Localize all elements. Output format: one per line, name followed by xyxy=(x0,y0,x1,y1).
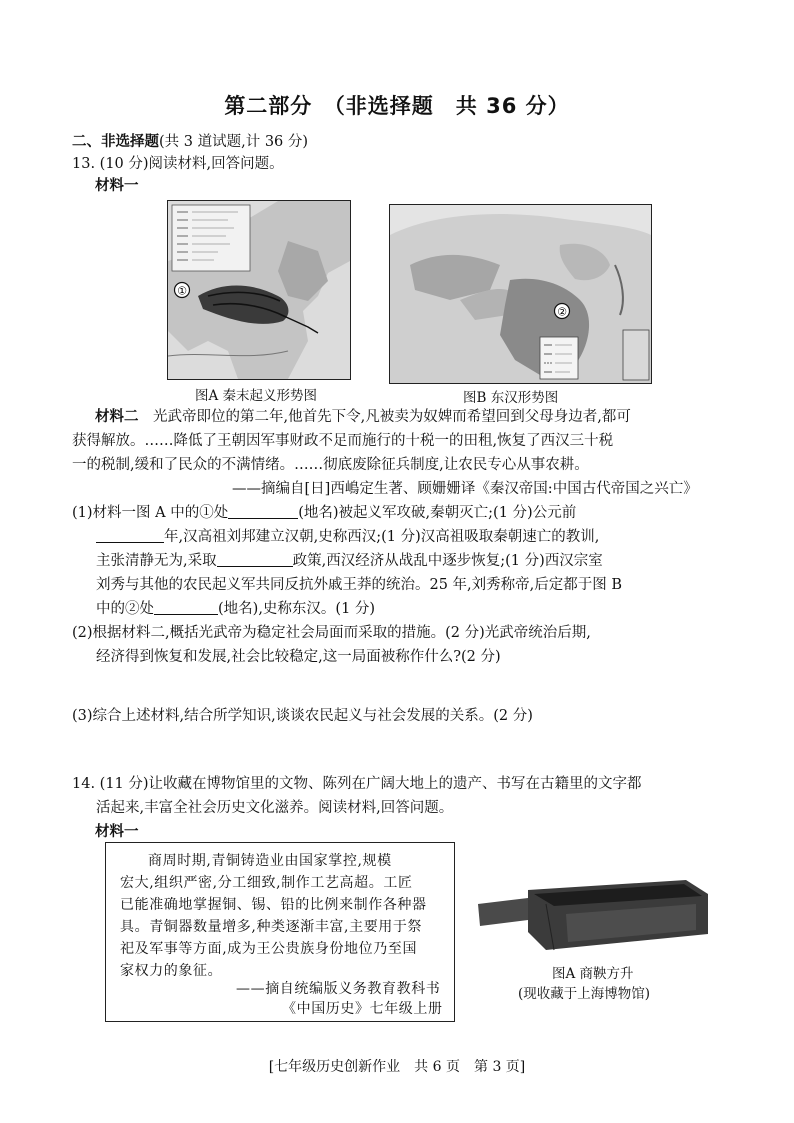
answer-blank-3[interactable] xyxy=(217,551,293,567)
page-footer: [七年级历史创新作业 共 6 页 第 3 页] xyxy=(268,1059,526,1075)
q13-sub2-line2: 经济得到恢复和发展,社会比较稳定,这一局面被称作什么?(2 分) xyxy=(96,649,501,665)
q13-sub1-text-d: 主张清静无为,采取 xyxy=(96,553,217,569)
sheng-handle xyxy=(478,898,528,926)
q14-material1-box xyxy=(105,842,455,1022)
answer-blank-1[interactable] xyxy=(228,503,298,519)
box-line-1: 商周时期,青铜铸造业由国家掌控,规模 xyxy=(148,853,392,869)
q13-sub1-text-e: 政策,西汉经济从战乱中逐步恢复;(1 分)西汉宗室 xyxy=(292,553,603,569)
map-b-inset xyxy=(623,330,649,380)
map-a-marker: ① xyxy=(177,284,187,298)
q13-sub1-line3 xyxy=(96,551,603,571)
box-source-1: ——摘自统编版义务教育教科书 xyxy=(236,981,441,997)
q13-material1-label: 材料一 xyxy=(95,177,139,194)
q13-material2-label: 材料二 xyxy=(95,408,139,425)
box-line-3: 已能准确地掌握铜、锡、铅的比例来制作各种器 xyxy=(120,897,427,913)
q13-stem: 13. (10 分)阅读材料,回答问题。 xyxy=(72,156,284,172)
map-b-legend-box xyxy=(540,337,578,379)
q13-sub1-line4: 刘秀与其他的农民起义军共同反抗外戚王莽的统治。25 年,刘秀称帝,后定都于图 B xyxy=(96,577,623,593)
q13-sub2-line1: (2)根据材料二,概括光武帝为稳定社会局面而采取的措施。(2 分)光武帝统治后期, xyxy=(72,625,591,641)
figure-a-graphic xyxy=(476,870,712,956)
section-header xyxy=(72,132,308,152)
q13-sub1-line2 xyxy=(96,527,599,547)
map-b-graphic xyxy=(390,205,651,383)
answer-blank-4[interactable] xyxy=(154,599,218,615)
box-line-6: 家权力的象征。 xyxy=(120,963,223,979)
answer-blank-2[interactable] xyxy=(96,527,164,543)
q13-sub1-text-c: 年,汉高祖刘邦建立汉朝,史称西汉;(1 分)汉高祖吸取秦朝速亡的教训, xyxy=(164,529,600,545)
section-title: 二、非选择题 xyxy=(72,133,159,150)
map-a-graphic xyxy=(168,201,350,379)
q13-sub1-line5 xyxy=(96,599,375,619)
q13-sub1-text-b: (地名)被起义军攻破,秦朝灭亡;(1 分)公元前 xyxy=(298,505,577,521)
map-a-caption: 图A 秦末起义形势图 xyxy=(195,388,318,404)
q14-stem-line2: 活起来,丰富全社会历史文化滋养。阅读材料,回答问题。 xyxy=(96,800,454,816)
q13-material2-line1 xyxy=(95,407,631,427)
figure-a-shang-yang-sheng xyxy=(476,870,712,956)
q13-sub1-text-g: (地名),史称东汉。(1 分) xyxy=(218,601,376,617)
figure-a-note: (现收藏于上海博物馆) xyxy=(518,986,651,1002)
q13-material2-line3: 一的税制,缓和了民众的不满情绪。……彻底废除征兵制度,让农民专心从事农耕。 xyxy=(72,457,589,473)
section-note: (共 3 道试题,计 36 分) xyxy=(159,134,309,150)
q13-material2-source: ——摘编自[日]西嶋定生著、顾姗姗译《秦汉帝国:中国古代帝国之兴亡》 xyxy=(232,481,698,497)
box-line-2: 宏大,组织严密,分工细致,制作工艺高超。工匠 xyxy=(120,875,413,891)
q13-sub1-text-a: (1)材料一图 A 中的①处 xyxy=(72,505,229,521)
part-heading: 第二部分 （非选择题 共 36 分） xyxy=(224,94,570,118)
q13-sub3: (3)综合上述材料,结合所学知识,谈谈农民起义与社会发展的关系。(2 分) xyxy=(72,708,533,724)
q13-sub1-line1 xyxy=(72,503,576,523)
map-a-qin-uprising xyxy=(167,200,351,380)
box-line-5: 祀及军事等方面,成为王公贵族身份地位乃至国 xyxy=(120,941,418,957)
q14-material1-label: 材料一 xyxy=(95,823,139,840)
map-b-caption: 图B 东汉形势图 xyxy=(463,390,559,406)
q14-stem-line1: 14. (11 分)让收藏在博物馆里的文物、陈列在广阔大地上的遗产、书写在古籍里的文字都 xyxy=(72,776,642,792)
map-b-marker: ② xyxy=(557,305,567,319)
map-a-legend-box xyxy=(172,205,250,271)
box-line-4: 具。青铜器数量增多,种类逐渐丰富,主要用于祭 xyxy=(120,919,423,935)
map-b-eastern-han xyxy=(389,204,652,384)
q13-material2-line2: 获得解放。……降低了王朝因军事财政不足而施行的十税一的田租,恢复了西汉三十税 xyxy=(72,433,614,449)
box-source-2: 《中国历史》七年级上册 xyxy=(282,1001,443,1017)
figure-a-caption: 图A 商鞅方升 xyxy=(552,966,634,982)
q13-sub1-text-f: 中的②处 xyxy=(96,601,154,617)
q13-material2-text1: 光武帝即位的第二年,他首先下令,凡被卖为奴婢而希望回到父母身边者,都可 xyxy=(153,409,631,425)
